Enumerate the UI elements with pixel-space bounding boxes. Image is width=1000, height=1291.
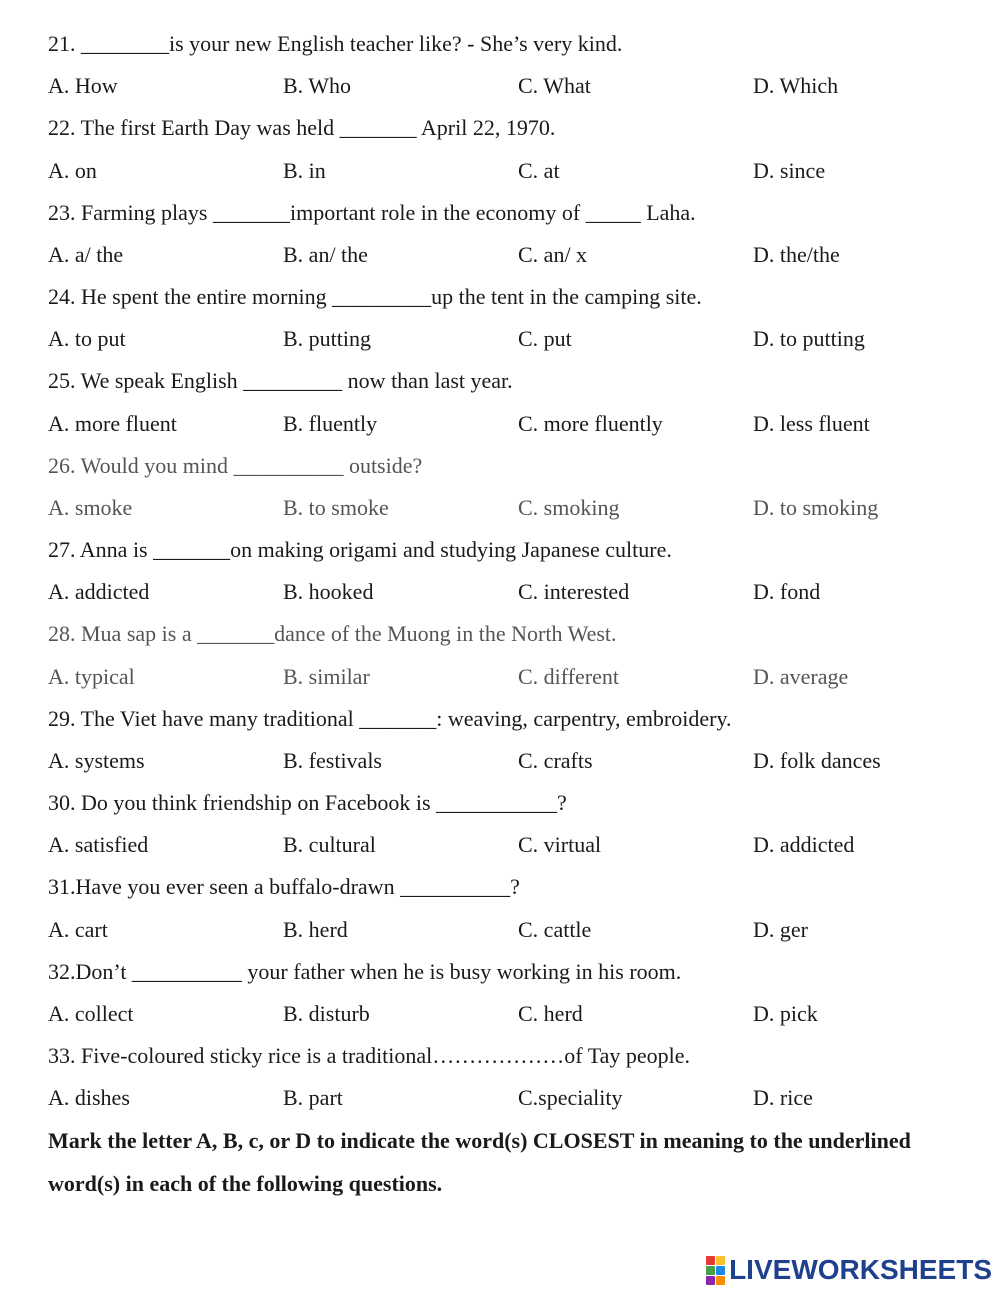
option-d: D. fond <box>753 579 821 604</box>
option-b: B. to smoke <box>283 495 389 520</box>
option-d: D. rice <box>753 1085 813 1110</box>
option-a: A. on <box>48 158 97 183</box>
option-a: A. smoke <box>48 495 133 520</box>
option-b: B. similar <box>283 664 370 689</box>
option-b: B. in <box>283 158 326 183</box>
option-d: D. Which <box>753 73 839 98</box>
option-a: A. to put <box>48 326 126 351</box>
option-d: D. folk dances <box>753 748 881 773</box>
option-c: C. at <box>518 158 560 183</box>
options-21 <box>48 72 948 100</box>
option-b: B. festivals <box>283 748 382 773</box>
logo-blocks-icon <box>706 1256 725 1285</box>
option-a: A. How <box>48 73 118 98</box>
options-24 <box>48 325 948 353</box>
option-d: D. to putting <box>753 326 865 351</box>
option-c: C. smoking <box>518 495 620 520</box>
option-d: D. to smoking <box>753 495 879 520</box>
option-c: C. more fluently <box>518 411 663 436</box>
option-a: A. satisfied <box>48 832 149 857</box>
section-instruction: Mark the letter A, B, c, or D to indicate the word(s) CLOSEST in meaning to the underlined word(s) in each of the following questions. <box>48 1128 911 1196</box>
option-a: A. collect <box>48 1001 134 1026</box>
question-31: 31.Have you ever seen a buffalo-drawn __________? <box>48 874 520 899</box>
options-29 <box>48 747 948 775</box>
option-a: A. a/ the <box>48 242 124 267</box>
option-c: C. cattle <box>518 917 592 942</box>
options-22 <box>48 157 948 185</box>
option-c: C. different <box>518 664 620 689</box>
logo-block <box>706 1256 715 1265</box>
question-23: 23. Farming plays _______important role in the economy of _____ Laha. <box>48 200 696 225</box>
option-a: A. cart <box>48 917 108 942</box>
option-b: B. putting <box>283 326 372 351</box>
options-26 <box>48 494 948 522</box>
logo-block <box>716 1276 725 1285</box>
logo-text: LIVEWORKSHEETS <box>729 1254 992 1285</box>
option-d: D. the/the <box>753 242 840 267</box>
options-27 <box>48 578 948 606</box>
option-c: C.speciality <box>518 1085 623 1110</box>
options-25 <box>48 410 948 438</box>
question-25: 25. We speak English _________ now than last year. <box>48 368 513 393</box>
options-33 <box>48 1084 948 1112</box>
option-d: D. addicted <box>753 832 855 857</box>
options-31 <box>48 916 948 944</box>
question-27: 27. Anna is _______on making origami and studying Japanese culture. <box>48 537 672 562</box>
option-a: A. dishes <box>48 1085 130 1110</box>
option-c: C. virtual <box>518 832 602 857</box>
option-a: A. systems <box>48 748 145 773</box>
option-b: B. an/ the <box>283 242 368 267</box>
option-c: C. crafts <box>518 748 593 773</box>
option-b: B. hooked <box>283 579 374 604</box>
option-b: B. part <box>283 1085 343 1110</box>
option-c: C. interested <box>518 579 630 604</box>
options-23 <box>48 241 948 269</box>
options-30 <box>48 831 948 859</box>
question-21: 21. ________is your new English teacher like? - She’s very kind. <box>48 31 623 56</box>
question-24: 24. He spent the entire morning _________up the tent in the camping site. <box>48 284 702 309</box>
question-22: 22. The first Earth Day was held _______ April 22, 1970. <box>48 115 556 140</box>
option-c: C. put <box>518 326 572 351</box>
option-b: B. Who <box>283 73 352 98</box>
options-32 <box>48 1000 948 1028</box>
logo-block <box>716 1256 725 1265</box>
option-a: A. more fluent <box>48 411 177 436</box>
option-d: D. pick <box>753 1001 818 1026</box>
question-26: 26. Would you mind __________ outside? <box>48 453 423 478</box>
option-a: A. addicted <box>48 579 150 604</box>
option-d: D. ger <box>753 917 808 942</box>
options-28 <box>48 663 948 691</box>
logo-block <box>706 1276 715 1285</box>
logo-block <box>706 1266 715 1275</box>
logo-block <box>716 1266 725 1275</box>
option-d: D. less fluent <box>753 411 870 436</box>
option-c: C. What <box>518 73 591 98</box>
option-b: B. cultural <box>283 832 376 857</box>
option-b: B. herd <box>283 917 348 942</box>
option-b: B. disturb <box>283 1001 370 1026</box>
question-29: 29. The Viet have many traditional _______: weaving, carpentry, embroidery. <box>48 706 732 731</box>
option-d: D. since <box>753 158 826 183</box>
question-28: 28. Mua sap is a _______dance of the Muong in the North West. <box>48 621 617 646</box>
question-32: 32.Don’t __________ your father when he is busy working in his room. <box>48 959 682 984</box>
liveworksheets-logo <box>706 1254 992 1286</box>
option-a: A. typical <box>48 664 135 689</box>
question-30: 30. Do you think friendship on Facebook is ___________? <box>48 790 567 815</box>
option-b: B. fluently <box>283 411 378 436</box>
option-c: C. an/ x <box>518 242 588 267</box>
option-c: C. herd <box>518 1001 583 1026</box>
option-d: D. average <box>753 664 849 689</box>
question-33: 33. Five-coloured sticky rice is a traditional………………of Tay people. <box>48 1043 691 1068</box>
